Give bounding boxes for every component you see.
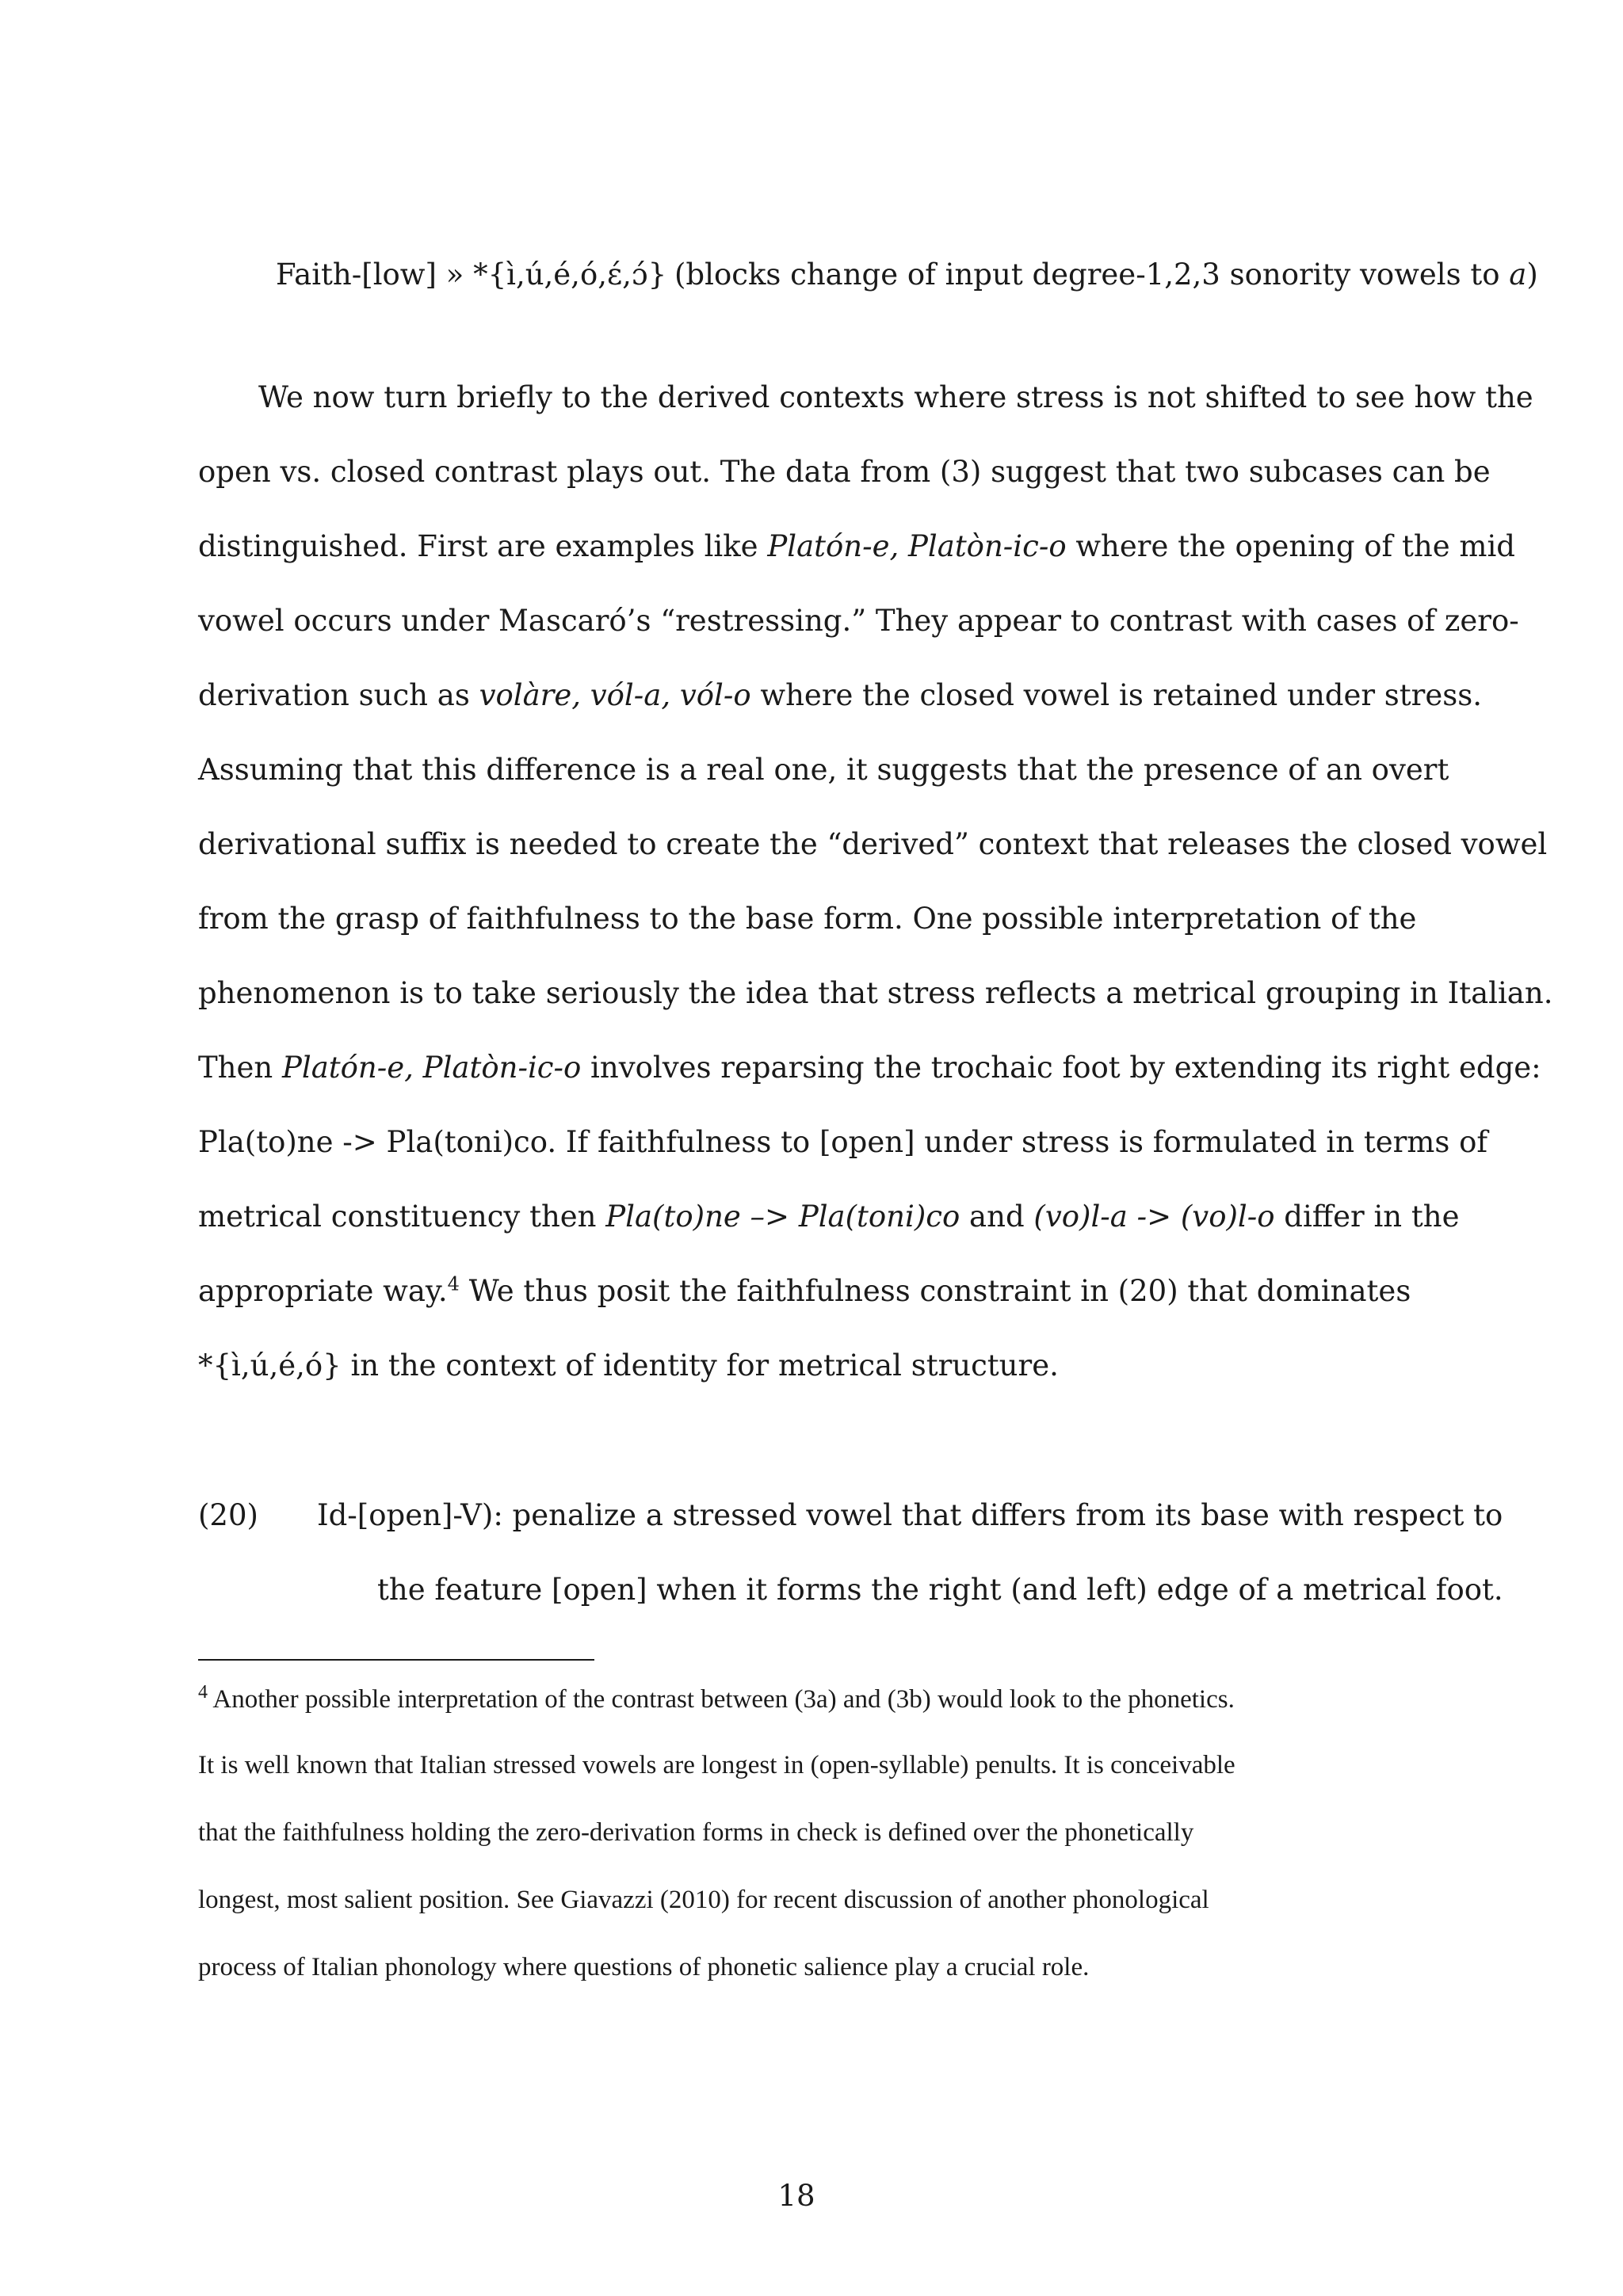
text-run: metrical constituency then <box>198 1199 606 1234</box>
paragraph-line-10 <box>198 1051 1541 1085</box>
text-run: where the closed vowel is retained under stress. <box>750 678 1482 712</box>
footnote-line-1 <box>198 1682 1235 1714</box>
gloss-italic: a <box>1509 257 1527 292</box>
italic-example: volàre, vól-a, vól-o <box>479 678 751 712</box>
paragraph-line-4: vowel occurs under Mascaró’s “restressing.” They appear to contrast with cases of zero- <box>198 604 1519 638</box>
text-run: We thus posit the faithfulness constraint in (20) that dominates <box>459 1274 1411 1308</box>
text-run: and <box>960 1199 1034 1234</box>
italic-example: (vo)l-a -> (vo)l-o <box>1033 1199 1275 1234</box>
example-definition-line-2: the feature [open] when it forms the right (and left) edge of a metrical foot. <box>377 1573 1503 1607</box>
paragraph-line-13 <box>198 1272 1411 1308</box>
text-run: differ in the <box>1274 1199 1460 1234</box>
paragraph-line-14: *{ì,ú,é,ó} in the context of identity for metrical structure. <box>198 1348 1059 1383</box>
footnote-line-2: It is well known that Italian stressed vowels are longest in (open-syllable) penults. It is conceivable <box>198 1751 1235 1779</box>
text-run: Another possible interpretation of the contrast between (3a) and (3b) would look to the phonetics. <box>208 1685 1235 1714</box>
paragraph-line-12 <box>198 1199 1460 1234</box>
paragraph-line-1: We now turn briefly to the derived contexts where stress is not shifted to see how the <box>258 380 1533 414</box>
text-run: derivation such as <box>198 678 479 712</box>
text-run: Then <box>198 1051 282 1085</box>
footnote-line-5: process of Italian phonology where questions of phonetic salience play a crucial role. <box>198 1953 1090 1981</box>
paragraph-line-7: derivational suffix is needed to create the “derived” context that releases the closed vowel <box>198 827 1548 861</box>
italic-example: Pla(to)ne –> Pla(toni)co <box>605 1199 960 1234</box>
paragraph-line-2: open vs. closed contrast plays out. The data from (3) suggest that two subcases can be <box>198 455 1491 489</box>
paragraph-line-5 <box>198 678 1482 712</box>
text-run: appropriate way. <box>198 1274 448 1308</box>
gloss-text: (blocks change of input degree-1,2,3 sonority vowels to <box>674 257 1510 292</box>
footnote-line-3: that the faithfulness holding the zero-derivation forms in check is defined over the phonetically <box>198 1818 1194 1847</box>
example-definition-line-1: Id-[open]-V): penalize a stressed vowel that differs from its base with respect to <box>317 1498 1503 1532</box>
gloss-close: ) <box>1526 257 1538 292</box>
footnote-reference[interactable]: 4 <box>447 1272 460 1295</box>
footnote-separator <box>198 1659 594 1661</box>
paragraph-line-3 <box>198 529 1515 563</box>
text-run: where the opening of the mid <box>1066 529 1515 563</box>
paragraph-line-9: phenomenon is to take seriously the idea that stress reflects a metrical grouping in Italian. <box>198 976 1553 1010</box>
text-run: involves reparsing the trochaic foot by extending its right edge: <box>581 1051 1541 1085</box>
constraint-formula: Faith-[low] » *{ì,ú,é,ó,ɛ́,ɔ́} <box>276 257 667 292</box>
italic-example: Platón-e, Platòn-ic-o <box>282 1051 582 1085</box>
paragraph-line-11: Pla(to)ne -> Pla(toni)co. If faithfulness to [open] under stress is formulated in terms of <box>198 1125 1488 1159</box>
paragraph-line-8: from the grasp of faithfulness to the base form. One possible interpretation of the <box>198 902 1417 936</box>
footnote-line-4: longest, most salient position. See Giavazzi (2010) for recent discussion of another phonological <box>198 1886 1209 1914</box>
italic-example: Platón-e, Platòn-ic-o <box>767 529 1067 563</box>
page-number: 18 <box>777 2179 815 2213</box>
example-number: (20) <box>198 1498 258 1532</box>
text-run: distinguished. First are examples like <box>198 529 768 563</box>
constraint-gloss <box>674 257 1538 292</box>
paragraph-line-6: Assuming that this difference is a real one, it suggests that the presence of an overt <box>198 753 1449 787</box>
footnote-marker: 4 <box>198 1682 208 1703</box>
